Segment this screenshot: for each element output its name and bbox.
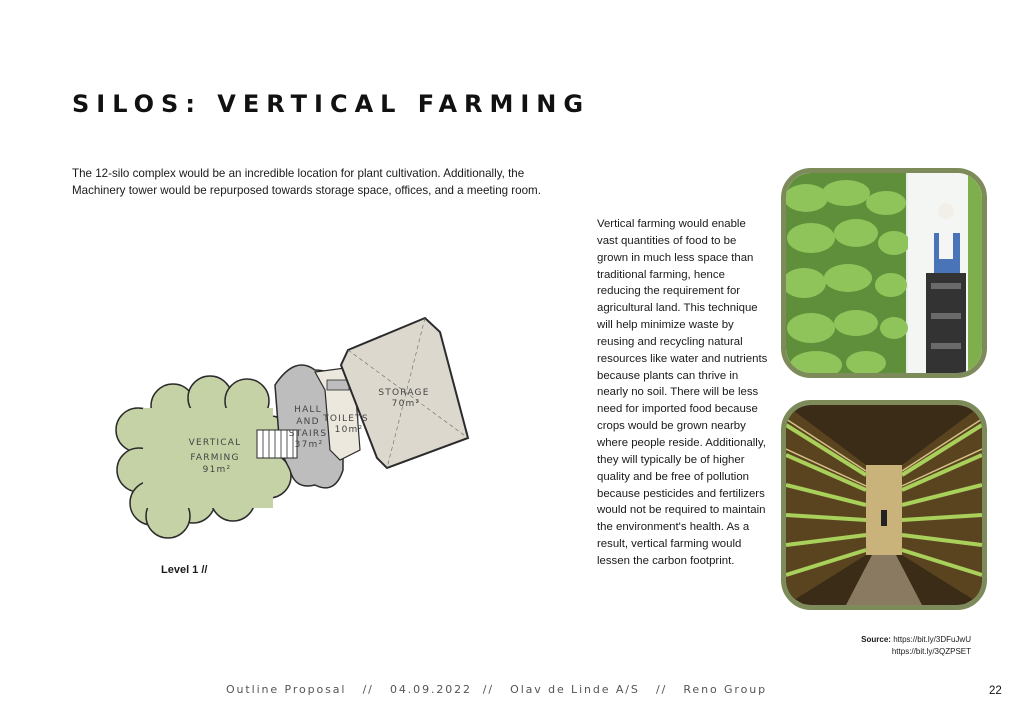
toilets-area-label: 10m² [334, 425, 364, 435]
level-label: Level 1 // [161, 564, 208, 576]
source-link-1[interactable]: https://bit.ly/3DFuJwU [893, 635, 971, 644]
floor-plan [105, 310, 475, 550]
farming-label-line2: FARMING [190, 453, 240, 463]
hall-label-line1: HALL [294, 405, 322, 415]
source-label: Source: [861, 635, 891, 644]
body-paragraph: Vertical farming would enable vast quantities of food to be grown in much less space than traditional farming, hence reducing the requirement for agricultural land. This technique will help minimize waste by reusing and recycling natural resources like water and nutrients because plants can thrive in nearly no soil. There will be less need for imported food because crops would be grown nearby where people reside. Additionally, they will typically be of higher quality and be free of pollution because pesticides and fertilizers would not be required to maintain the environment's health. As a result, vertical farming would lessen the carbon footprint. [597, 218, 768, 567]
source-link-2[interactable]: https://bit.ly/3QZPSET [891, 647, 971, 656]
hall-label-line3: STAIRS [288, 429, 328, 439]
hall-label-line2: AND [296, 417, 320, 427]
intro-paragraph: The 12-silo complex would be an incredible location for plant cultivation. Additionally, the Machinery tower would be repurposed towards storage space, offices, and a meeting room. [72, 167, 541, 197]
vertical-farm-wall-photo [781, 168, 987, 378]
farming-area-label: 91m² [202, 465, 232, 475]
source-credits [800, 634, 971, 658]
storage-label: STORAGE [378, 388, 430, 398]
farming-label-line1: VERTICAL [188, 438, 242, 448]
page-title: SILOS: VERTICAL FARMING [72, 90, 591, 118]
hall-area-label: 37m² [294, 440, 324, 450]
toilets-label: TOILETS [323, 414, 369, 424]
footer-text: Outline Proposal // 04.09.2022 // Olav de Linde A/S // Reno Group [226, 683, 767, 696]
storage-area-label: 70m² [391, 399, 421, 409]
page-number: 22 [989, 685, 1002, 697]
indoor-farm-aisle-photo [781, 400, 987, 610]
